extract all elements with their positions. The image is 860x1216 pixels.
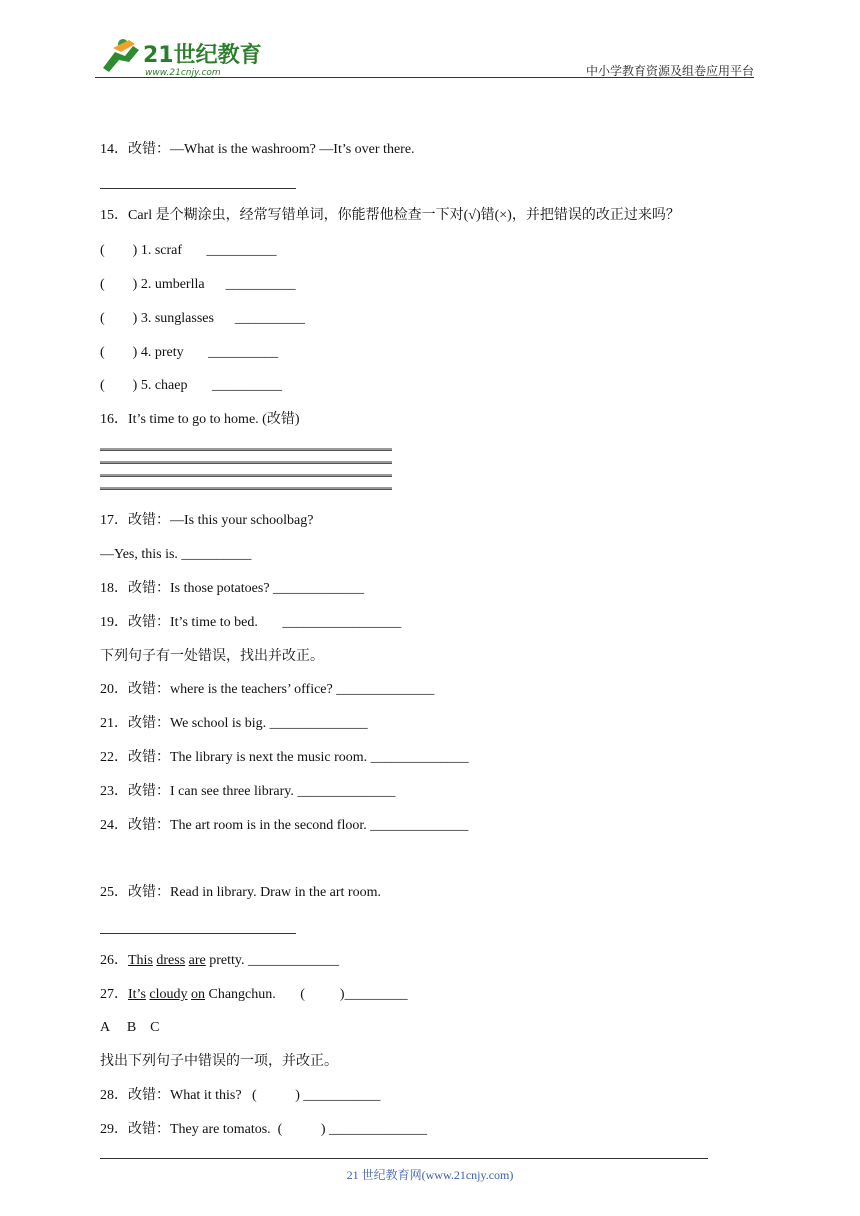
answer-blank-25[interactable] bbox=[100, 933, 296, 934]
underlined-word: This bbox=[128, 953, 153, 968]
question-18: 18．改错：Is those potatoes? _____________ bbox=[100, 581, 365, 596]
section-instruction-2: 找出下列句子中错误的一项，并改正。 bbox=[100, 1054, 338, 1069]
q15-item-1: ( ) 1. scraf __________ bbox=[100, 243, 277, 258]
question-15: 15．Carl 是个糊涂虫，经常写错单词，你能帮他检查一下对(√)错(×)，并把错误的改正过来吗？ bbox=[100, 208, 680, 223]
question-29: 29．改错：They are tomatos. ( ) ______________ bbox=[100, 1122, 428, 1137]
question-17: 17．改错：—Is this your schoolbag? bbox=[100, 513, 314, 528]
q15-item-2: ( ) 2. umberlla __________ bbox=[100, 277, 296, 292]
question-20: 20．改错：where is the teachers’ office? ______________ bbox=[100, 682, 435, 697]
writing-lines[interactable] bbox=[100, 448, 392, 492]
question-22: 22．改错：The library is next the music room. ______________ bbox=[100, 750, 469, 765]
underlined-word: cloudy bbox=[149, 987, 188, 1002]
underlined-word: on bbox=[191, 987, 205, 1002]
site-logo bbox=[95, 34, 265, 80]
section-instruction-1: 下列句子有一处错误，找出并改正。 bbox=[100, 649, 324, 664]
question-23: 23．改错：I can see three library. ______________ bbox=[100, 784, 396, 799]
question-27: 27．It’s cloudy on Changchun. ( )_________ bbox=[100, 987, 408, 1002]
question-14: 14．改错：—What is the washroom? —It’s over there. bbox=[100, 142, 415, 157]
q27-options: A B C bbox=[100, 1020, 160, 1035]
footer-link[interactable]: 21 世纪教育网(www.21cnjy.com) bbox=[346, 1168, 514, 1182]
logo-url: www.21cnjy.com bbox=[145, 68, 221, 78]
question-19: 19．改错：It’s time to bed. _________________ bbox=[100, 615, 402, 630]
question-25: 25．改错：Read in library. Draw in the art room. bbox=[100, 885, 381, 900]
underlined-word: It’s bbox=[128, 987, 146, 1002]
question-17-answer: —Yes, this is. __________ bbox=[100, 547, 252, 562]
header-platform-name: 中小学教育资源及组卷应用平台 bbox=[585, 64, 754, 78]
underlined-word: are bbox=[188, 953, 206, 968]
q15-item-3: ( ) 3. sunglasses __________ bbox=[100, 311, 305, 326]
answer-blank-14[interactable] bbox=[100, 188, 296, 189]
question-16: 16．It’s time to go to home. (改错) bbox=[100, 412, 300, 427]
question-24: 24．改错：The art room is in the second floor. ______________ bbox=[100, 818, 469, 833]
logo-text: 21世纪教育 bbox=[143, 43, 262, 68]
q15-item-4: ( ) 4. prety __________ bbox=[100, 345, 279, 360]
question-28: 28．改错：What it this? ( ) ___________ bbox=[100, 1088, 381, 1103]
footer-divider bbox=[100, 1158, 708, 1159]
header-divider bbox=[95, 77, 754, 78]
question-21: 21．改错：We school is big. ______________ bbox=[100, 716, 368, 731]
question-26: 26．This dress are pretty. _____________ bbox=[100, 953, 340, 968]
underlined-word: dress bbox=[156, 953, 186, 968]
q15-item-5: ( ) 5. chaep __________ bbox=[100, 378, 282, 393]
